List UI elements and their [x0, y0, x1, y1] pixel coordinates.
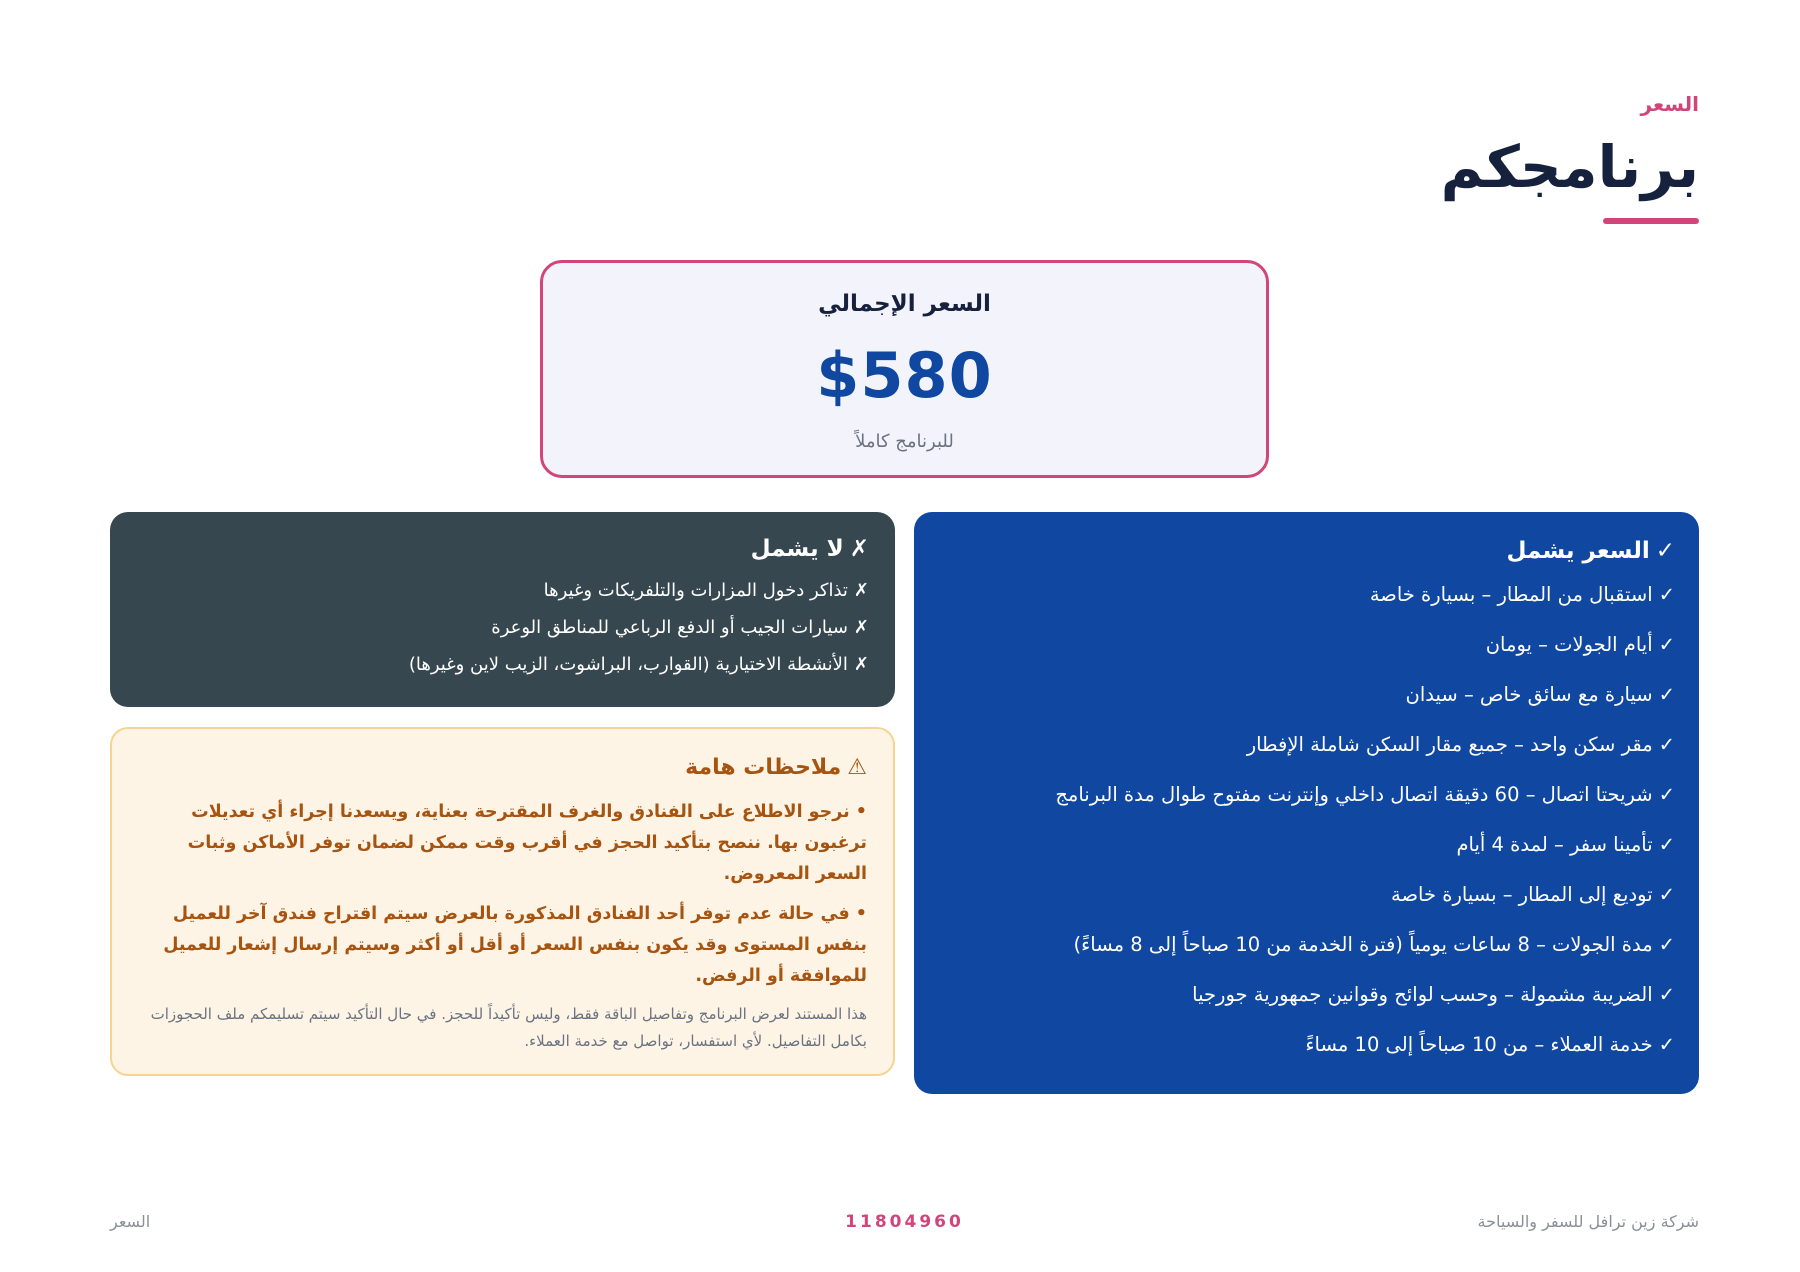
check-icon: ✓: [1658, 1033, 1675, 1056]
includes-list: [938, 582, 1675, 1082]
total-price-card: [540, 260, 1269, 478]
excludes-title: [136, 532, 869, 566]
warning-icon: ⚠: [847, 755, 867, 780]
list-item: ✓سيارة مع سائق خاص – سيدان: [1405, 683, 1675, 706]
total-price-value: $580: [816, 339, 993, 412]
list-item: ✓خدمة العملاء – من 10 صباحاً إلى 10 مساءً: [1305, 1033, 1675, 1056]
list-item: ✓الضريبة مشمولة – وحسب لوائح وقوانين جمهورية جورجيا: [1192, 983, 1675, 1006]
check-icon: ✓: [1658, 933, 1675, 956]
list-item: ✓تأمينا سفر – لمدة 4 أيام: [1456, 833, 1675, 856]
footer-company: شركة زين ترافل للسفر والسياحة: [1477, 1212, 1699, 1231]
page-footer: [110, 1212, 1699, 1238]
list-item: ✓أيام الجولات – يومان: [1485, 633, 1675, 656]
notes-title-text: ملاحظات هامة: [685, 755, 842, 780]
list-item: ✓مدة الجولات – 8 ساعات يومياً (فترة الخدمة من 10 صباحاً إلى 8 مساءً): [1073, 933, 1675, 956]
note-paragraph: • في حالة عدم توفر أحد الفنادق المذكورة بالعرض سيتم اقتراح فندق آخر للعميل بنفس المستوى وقد يكون بنفس السعر أو أقل أو أكثر وسيتم إرسال إشعار للعميل للموافقة أو الرفض.: [163, 904, 867, 986]
note-paragraph: • نرجو الاطلاع على الفنادق والغرف المقترحة بعناية، ويسعدنا إجراء أي تعديلات ترغبون بها. ننصح بتأكيد الحجز في أقرب وقت ممكن لضمان توفر الأماكن وثبات السعر المعروض.: [187, 802, 867, 884]
list-item: ✓استقبال من المطار – بسيارة خاصة: [1369, 583, 1675, 606]
title-underline: [1603, 218, 1699, 224]
page-title: برنامجكم: [1440, 133, 1699, 201]
list-item: ✓مقر سكن واحد – جميع مقار السكن شاملة الإفطار: [1246, 733, 1675, 756]
list-item: ✗الأنشطة الاختيارية (القوارب، البراشوت، الزيب لاين وغيرها): [136, 652, 869, 689]
check-icon: ✓: [1658, 983, 1675, 1006]
excludes-title-text: لا يشمل: [750, 536, 844, 562]
check-icon: ✓: [1658, 583, 1675, 606]
check-icon: ✓: [1658, 783, 1675, 806]
list-item: ✓توديع إلى المطار – بسيارة خاصة: [1391, 883, 1675, 906]
list-item: ✗تذاكر دخول المزارات والتلفريكات وغيرها: [136, 578, 869, 615]
list-item: ✗سيارات الجيب أو الدفع الرباعي للمناطق الوعرة: [136, 615, 869, 652]
check-icon: ✓: [1655, 538, 1675, 564]
cross-icon: ✗: [853, 580, 869, 601]
cross-icon: ✗: [849, 536, 869, 562]
check-icon: ✓: [1658, 833, 1675, 856]
excludes-list: [136, 578, 869, 689]
cross-icon: ✗: [853, 654, 869, 675]
section-eyebrow: السعر: [1640, 92, 1699, 116]
excludes-box: [110, 512, 895, 707]
page-header: [1441, 92, 1699, 200]
total-price-note: للبرنامج كاملاً: [855, 431, 954, 452]
notes-title: [138, 751, 867, 785]
list-item: ✓شريحتا اتصال – 60 دقيقة اتصال داخلي وإنترنت مفتوح طوال مدة البرنامج: [1055, 783, 1675, 806]
important-notes-box: [110, 727, 895, 1076]
check-icon: ✓: [1658, 733, 1675, 756]
includes-title-text: السعر يشمل: [1506, 538, 1650, 564]
includes-title: [938, 534, 1675, 568]
footer-section: السعر: [110, 1212, 151, 1231]
cross-icon: ✗: [853, 617, 869, 638]
includes-box: [914, 512, 1699, 1094]
total-price-label: السعر الإجمالي: [818, 291, 991, 317]
check-icon: ✓: [1658, 683, 1675, 706]
disclaimer-text: هذا المستند لعرض البرنامج وتفاصيل الباقة فقط، وليس تأكيداً للحجز. في حال التأكيد سيتم تسليمكم ملف الحجوزات بكامل التفاصيل. لأي استفسار، تواصل مع خدمة العملاء.: [150, 1005, 867, 1050]
check-icon: ✓: [1658, 633, 1675, 656]
footer-code: 11804960: [845, 1212, 964, 1232]
check-icon: ✓: [1658, 883, 1675, 906]
